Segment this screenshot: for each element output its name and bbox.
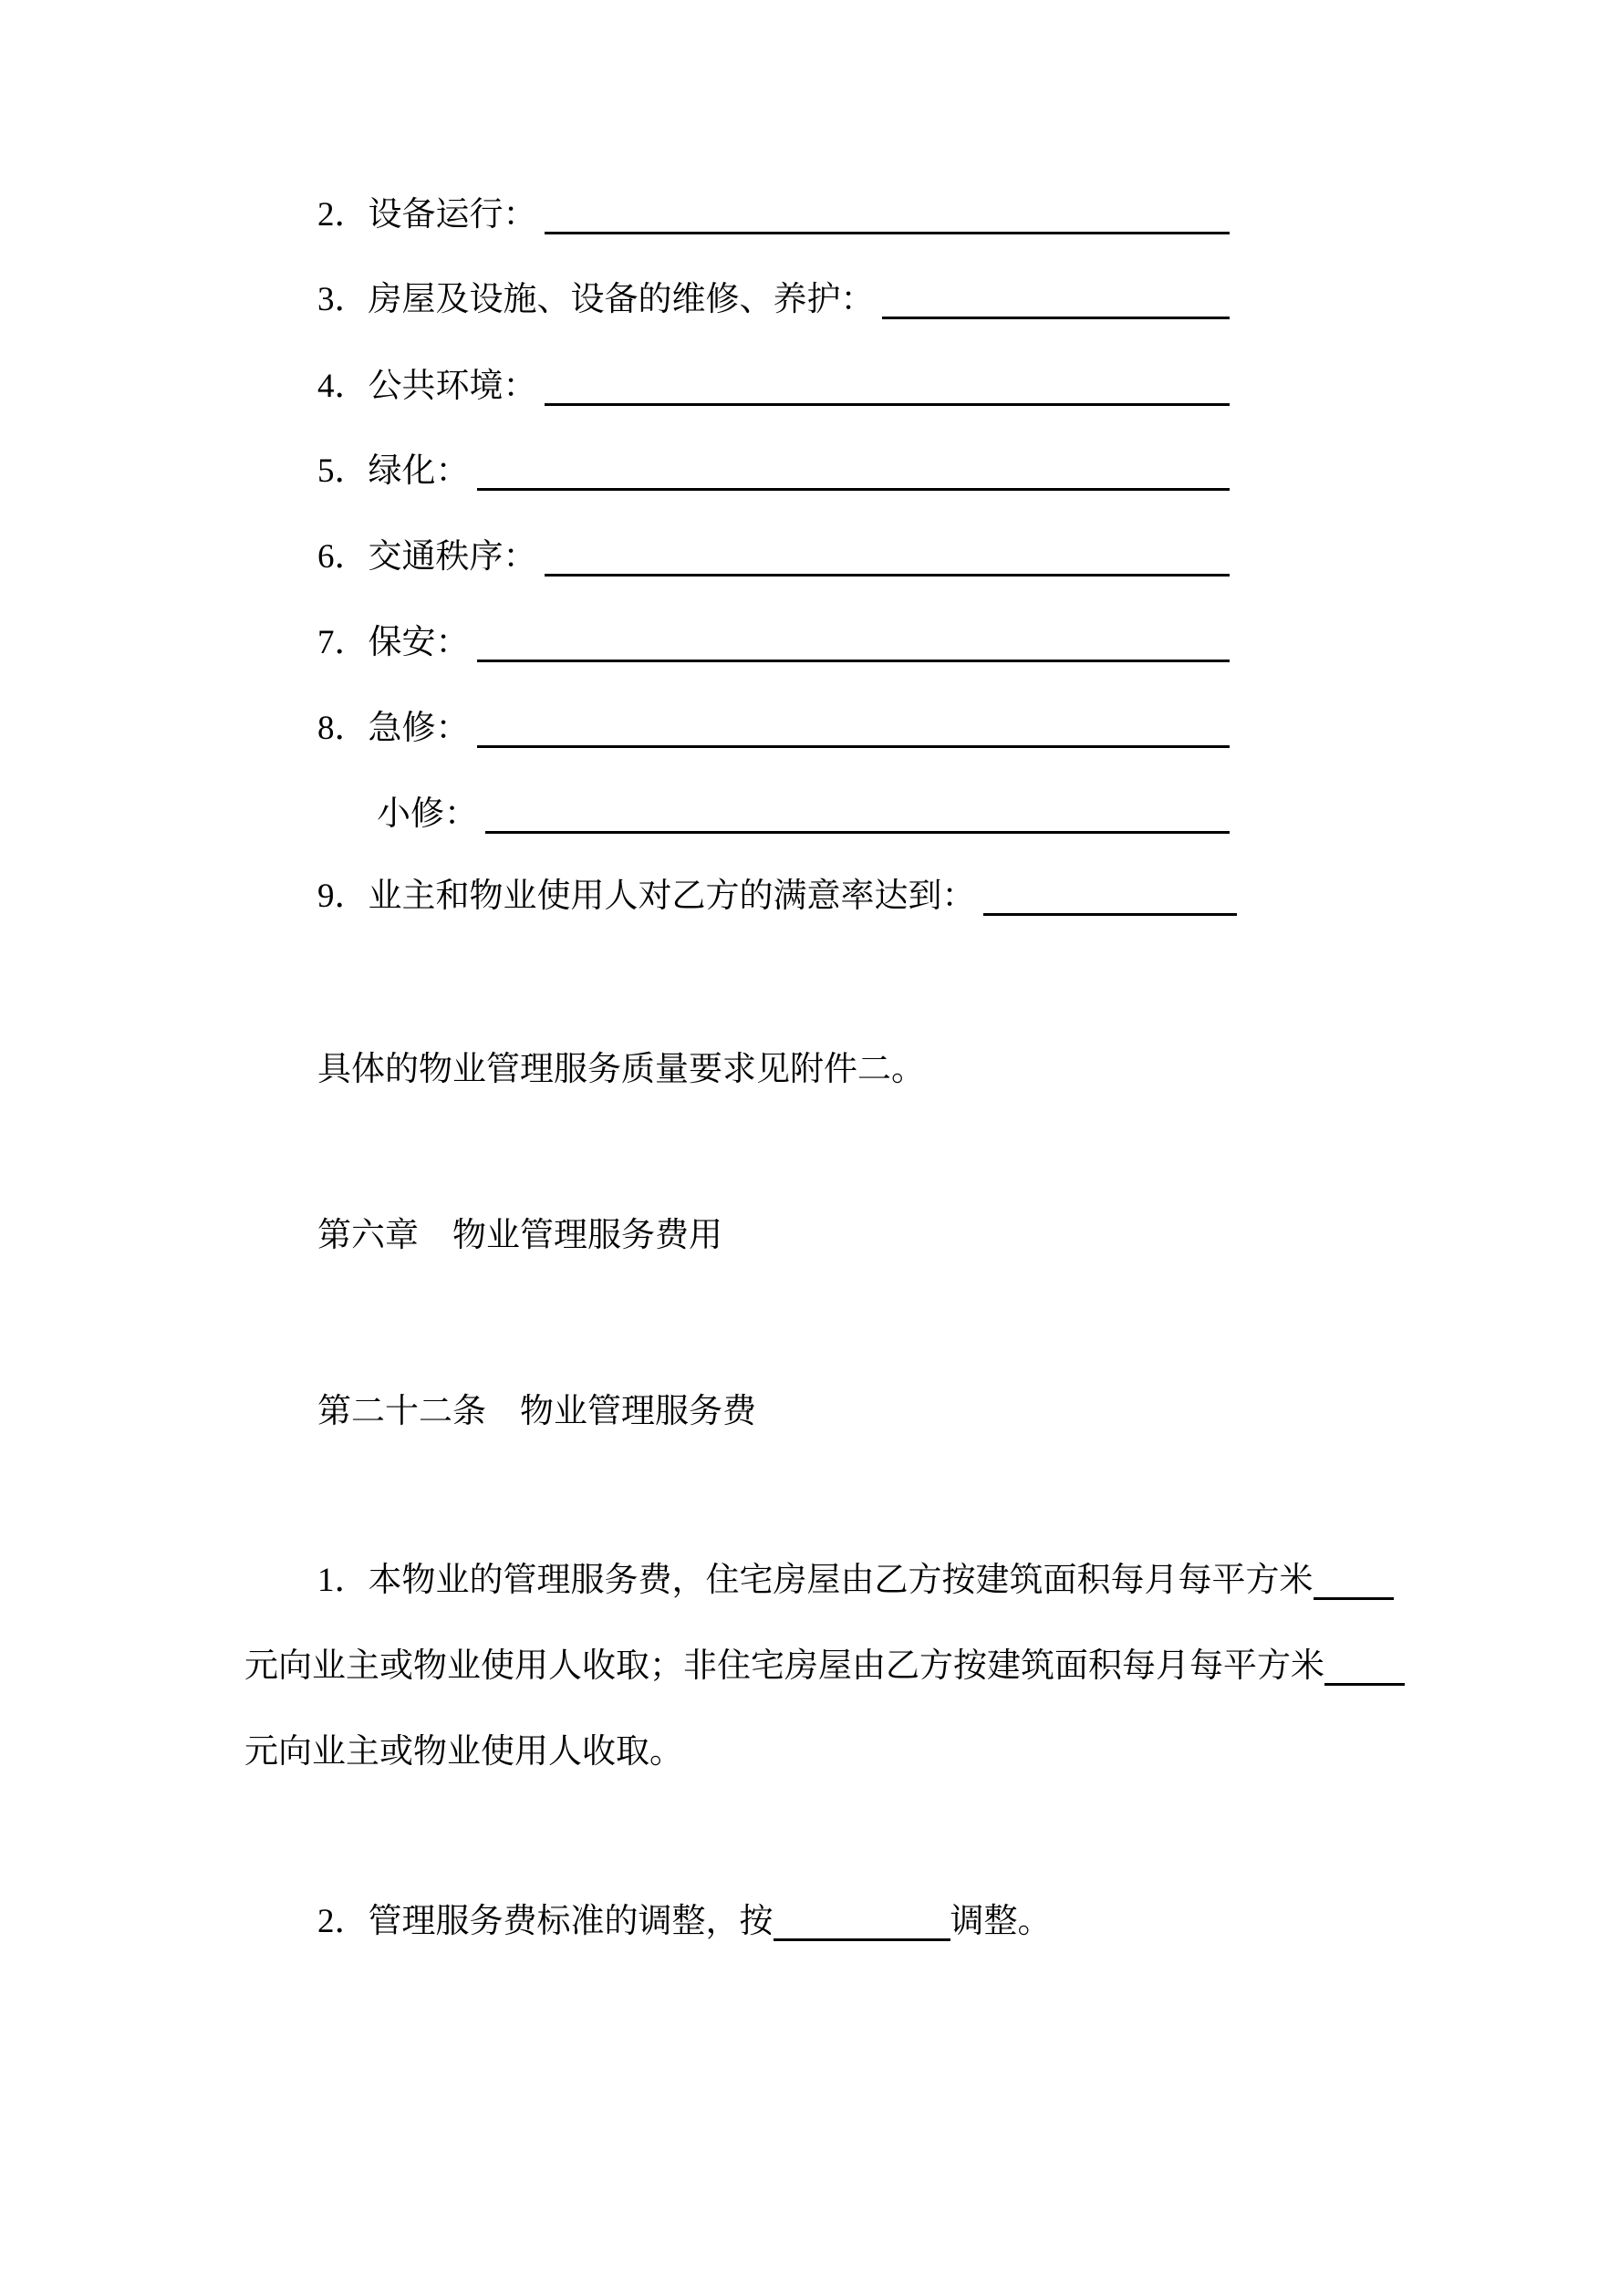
- fee-clause-text: 元向业主或物业使用人收取；非住宅房屋由乙方按建筑面积每月每平方米: [244, 1647, 1324, 1685]
- blank-underline: [983, 878, 1238, 916]
- fee-clause-text: 1．本物业的管理服务费，住宅房屋由乙方按建筑面积每月每平方米: [317, 1562, 1314, 1599]
- checklist-item-public-environment: [317, 368, 1230, 406]
- fee-clause-line-2: [244, 1647, 1405, 1686]
- blank-underline: [477, 710, 1231, 748]
- checklist-item-label: 2．设备运行：: [317, 196, 537, 234]
- adjust-clause-suffix: 调整。: [950, 1903, 1052, 1940]
- blank-underline: [882, 281, 1231, 319]
- blank-underline: [1324, 1648, 1405, 1686]
- checklist-item-traffic-order: [317, 538, 1230, 577]
- article-heading: 第二十二条 物业管理服务费: [317, 1393, 756, 1430]
- fee-clause-line-1: [317, 1562, 1394, 1600]
- checklist-item-equipment: [317, 196, 1230, 234]
- checklist-item-label: 小修：: [377, 795, 478, 833]
- adjust-clause: [317, 1903, 1052, 1941]
- checklist-item-repair-maintenance: [317, 281, 1230, 319]
- checklist-item-label: 3．房屋及设施、设备的维修、养护：: [317, 281, 875, 318]
- blank-underline: [1314, 1563, 1394, 1600]
- checklist-item-greening: [317, 452, 1230, 491]
- fee-clause-line-3: 元向业主或物业使用人收取。: [244, 1733, 683, 1771]
- checklist-item-label: 5．绿化：: [317, 452, 470, 490]
- chapter-heading: 第六章 物业管理服务费用: [317, 1217, 722, 1254]
- checklist-item-emergency-repair: [317, 710, 1230, 748]
- checklist-item-satisfaction-rate: [317, 878, 1237, 916]
- blank-underline: [774, 1904, 950, 1941]
- checklist-item-label: 8．急修：: [317, 710, 470, 747]
- adjust-clause-prefix: 2．管理服务费标准的调整，按: [317, 1903, 774, 1940]
- blank-underline: [545, 196, 1231, 234]
- blank-underline: [477, 624, 1231, 662]
- checklist-item-label: 6．交通秩序：: [317, 538, 537, 576]
- blank-underline: [545, 538, 1231, 577]
- blank-underline: [477, 452, 1231, 491]
- blank-underline: [485, 795, 1230, 834]
- blank-underline: [545, 368, 1231, 406]
- checklist-item-label: 7．保安：: [317, 624, 470, 661]
- checklist-item-label: 4．公共环境：: [317, 368, 537, 405]
- checklist-item-minor-repair: [377, 795, 1230, 834]
- checklist-item-label: 9．业主和物业使用人对乙方的满意率达到：: [317, 878, 976, 915]
- attachment-note: 具体的物业管理服务质量要求见附件二。: [317, 1051, 925, 1088]
- checklist-item-security: [317, 624, 1230, 662]
